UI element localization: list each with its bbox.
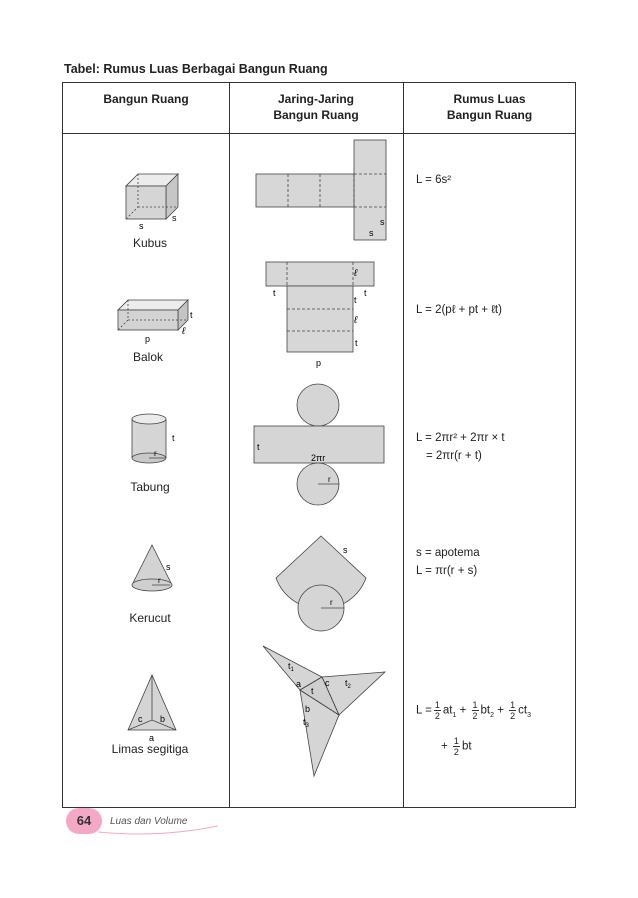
page-number: 64 <box>66 808 102 834</box>
svg-text:r: r <box>330 598 333 607</box>
cuboid-net <box>266 262 374 352</box>
svg-text:b: b <box>305 704 311 714</box>
svg-text:s: s <box>166 562 171 572</box>
svg-text:r: r <box>154 449 157 458</box>
svg-text:t: t <box>273 288 276 298</box>
cube-net <box>256 140 386 240</box>
pyramid-net <box>263 646 385 776</box>
svg-text:t: t <box>190 310 193 320</box>
shape-name-tabung: Tabung <box>130 480 170 494</box>
shape-name-balok: Balok <box>132 350 164 364</box>
svg-text:t3: $t_3$ <box>303 717 309 729</box>
formula-limas-1: L = $\frac{1}{2}$ $at_1$ + $\frac{1}{2}$ $bt_2$ + $\frac{1}{2}$ $ct_3$ <box>416 700 532 721</box>
pyramid-figure <box>128 675 176 730</box>
header-rumus-luas: Rumus Luas Bangun Ruang <box>446 92 533 122</box>
svg-text:c: c <box>138 714 143 724</box>
cylinder-figure <box>132 414 166 463</box>
svg-text:a: a <box>296 679 302 689</box>
svg-text:t: t <box>257 442 260 452</box>
svg-text:ℓ: ℓ <box>354 315 358 326</box>
svg-text:p: p <box>145 334 151 344</box>
svg-text:t2: $t_2$ <box>345 678 351 690</box>
svg-text:s: s <box>369 228 374 238</box>
formula-balok: L = 2(pℓ + pt + ℓt) <box>416 304 502 316</box>
svg-text:ℓ: ℓ <box>182 326 186 337</box>
svg-text:r: r <box>158 576 161 585</box>
cube-figure <box>126 174 178 219</box>
formula-tabung-1: L = 2πr² + 2πr × t <box>416 432 505 444</box>
svg-text:s: s <box>139 221 144 231</box>
svg-text:t: t <box>364 288 367 298</box>
formula-kerucut-1: s = apotema <box>416 547 480 559</box>
formula-kubus: L = 6s² <box>416 174 452 186</box>
svg-text:s: s <box>172 213 177 223</box>
header-jaring-jaring: Jaring-Jaring Bangun Ruang <box>273 92 359 122</box>
table-caption: Tabel: Rumus Luas Berbagai Bangun Ruang <box>64 62 328 76</box>
svg-text:b: b <box>160 714 166 724</box>
svg-text:s: s <box>380 217 385 227</box>
svg-text:p: p <box>316 358 322 368</box>
svg-text:t: t <box>311 686 314 696</box>
svg-text:t: t <box>354 295 357 305</box>
cylinder-net <box>254 384 384 505</box>
formula-limas-2: + $\frac{1}{2}$ bt <box>441 736 472 757</box>
shape-name-kerucut: Kerucut <box>129 611 171 625</box>
svg-text:t: t <box>355 338 358 348</box>
svg-text:c: c <box>325 678 330 688</box>
svg-text:t: t <box>172 433 175 443</box>
svg-text:2πr: 2πr <box>311 453 326 463</box>
shape-name-kubus: Kubus <box>132 236 168 250</box>
cuboid-figure <box>118 300 188 330</box>
shape-name-limas: Limas segitiga <box>111 742 189 756</box>
svg-text:ℓ: ℓ <box>354 268 358 279</box>
cone-net <box>276 536 366 631</box>
footer-swoosh <box>98 822 218 836</box>
svg-text:s: s <box>343 545 348 555</box>
svg-text:t1: $t_1$ <box>288 661 294 673</box>
formula-kerucut-2: L = πr(r + s) <box>416 565 478 577</box>
formula-tabung-2: = 2πr(r + t) <box>426 450 482 462</box>
header-bangun-ruang: Bangun Ruang <box>103 92 189 106</box>
svg-text:r: r <box>328 475 331 484</box>
book-title: Luas dan Volume <box>110 816 188 827</box>
svg-text:a: a <box>149 733 155 743</box>
